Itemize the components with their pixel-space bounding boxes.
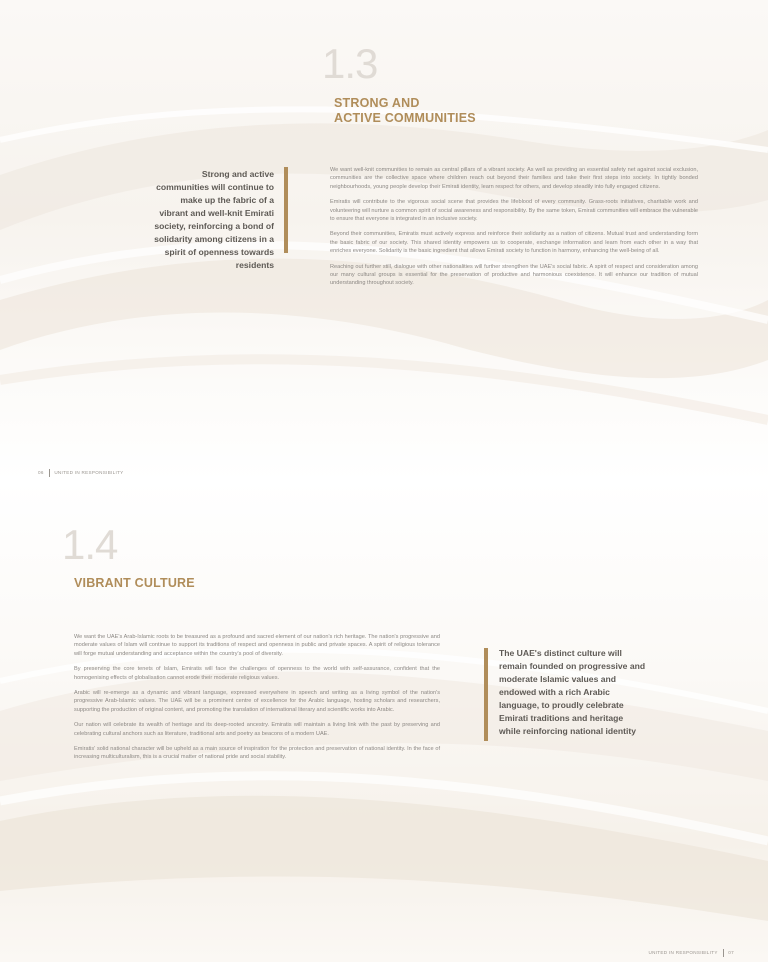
- pull-quote: The UAE's distinct culture will remain founded on progressive and moderate Islamic values and endowed with a rich Arabic language, to proudly celebrate Emirati traditions and heritage while reinforcing national identity: [499, 648, 646, 736]
- section-title: [334, 96, 476, 126]
- section-title-line: ACTIVE COMMUNITIES: [334, 111, 476, 125]
- page-footer: [38, 469, 124, 477]
- page-number: 06: [38, 470, 44, 476]
- paragraph: We want the UAE's Arab-Islamic roots to be treasured as a profound and sacred element of our nation's rich heritage. The nation's progressive and moderate values of Islam will continue to support its traditions of respect and openness in public and private spaces. A spirit of religious tolerance will forge mutual understanding and acceptance within the country's pool of diversity.: [74, 634, 440, 657]
- paragraph: Reaching out further still, dialogue with other nationalities will further strengthen the UAE's social fabric. A spirit of respect and consideration among our many cultural groups is essential for the preservation of productive and harmonious coexistence. It will enhance our tradition of mutual understanding throughout society.: [330, 263, 698, 287]
- section-number: 1.3: [322, 40, 378, 87]
- paragraph: Emiratis will contribute to the vigorous social scene that provides the lifeblood of every community. Grass-roots initiatives, charitable work and volunteering will nurture a common spirit of social awareness and responsibility. By the same token, Emirati communities will embrace the vulnerable to ensure that everyone is integrated in an inclusive society.: [330, 199, 698, 223]
- footer-separator: [723, 949, 724, 957]
- paragraph: Emiratis' solid national character will be upheld as a main source of inspiration for the protection and preservation of national identity. In the face of increasing multiculturalism, this is a crucial matter of national pride and social stability.: [74, 746, 440, 761]
- section-title: [74, 576, 195, 591]
- footer-separator: [49, 469, 50, 477]
- page-footer: [648, 949, 734, 957]
- section-title-line: STRONG AND: [334, 96, 420, 110]
- section-title-line: VIBRANT CULTURE: [74, 576, 195, 590]
- paragraph: We want well-knit communities to remain as central pillars of a vibrant society. As well as providing an essential safety net against social exclusion, communities are the collective space where children reach out beyond their families and take their first steps into society. In tightly bonded neighbourhoods, young people develop their Emirati identity, learn respect for others, and develop steadily into fully engaged citizens.: [330, 167, 698, 190]
- paragraph: By preserving the core tenets of Islam, Emiratis will face the challenges of openness to the world with self-assurance, confident that the homogenising effects of globalisation cannot erode their moderate religious values.: [74, 666, 440, 681]
- quote-accent-bar: [484, 648, 488, 741]
- page-07: [0, 481, 768, 962]
- body-text: [74, 633, 440, 769]
- page-number: 07: [728, 950, 734, 956]
- pull-quote: Strong and active communities will continue to make up the fabric of a vibrant and well-knit Emirati society, reinforcing a bond of solidarity among citizens in a spirit of openness towards residents: [154, 169, 274, 270]
- paragraph: Our nation will celebrate its wealth of heritage and its deep-rooted ancestry. Emiratis will maintain a living link with the past by preserving and celebrating cultural anchors such as literature, traditional arts and poetry as beacons of a modern UAE.: [74, 722, 440, 737]
- footer-title: UNITED IN RESPONSIBILITY: [54, 470, 124, 476]
- footer-title: UNITED IN RESPONSIBILITY: [648, 950, 718, 956]
- paragraph: Beyond their communities, Emiratis must actively express and reinforce their solidarity as a nation of citizens. Mutual trust and understanding form the basic fabric of our society. This shared identity empowers us to cooperate, exchange information and learn from each other in a way that enriches everyone. Solidarity is the basic ingredient that allows Emirati society to function in harmony, enhancing the well-being of all.: [330, 231, 698, 255]
- body-text: [330, 166, 698, 295]
- paragraph: Arabic will re-emerge as a dynamic and vibrant language, expressed everywhere in speech and writing as a living symbol of the nation's progressive Arab-Islamic values. The UAE will be a prominent centre of excellence for the Arabic language, hosting scholars and researchers, supporting the production of original content, and promoting the translation of international literary and scientific works into Arabic.: [74, 690, 440, 713]
- quote-accent-bar: [284, 167, 288, 253]
- section-number: 1.4: [62, 521, 118, 568]
